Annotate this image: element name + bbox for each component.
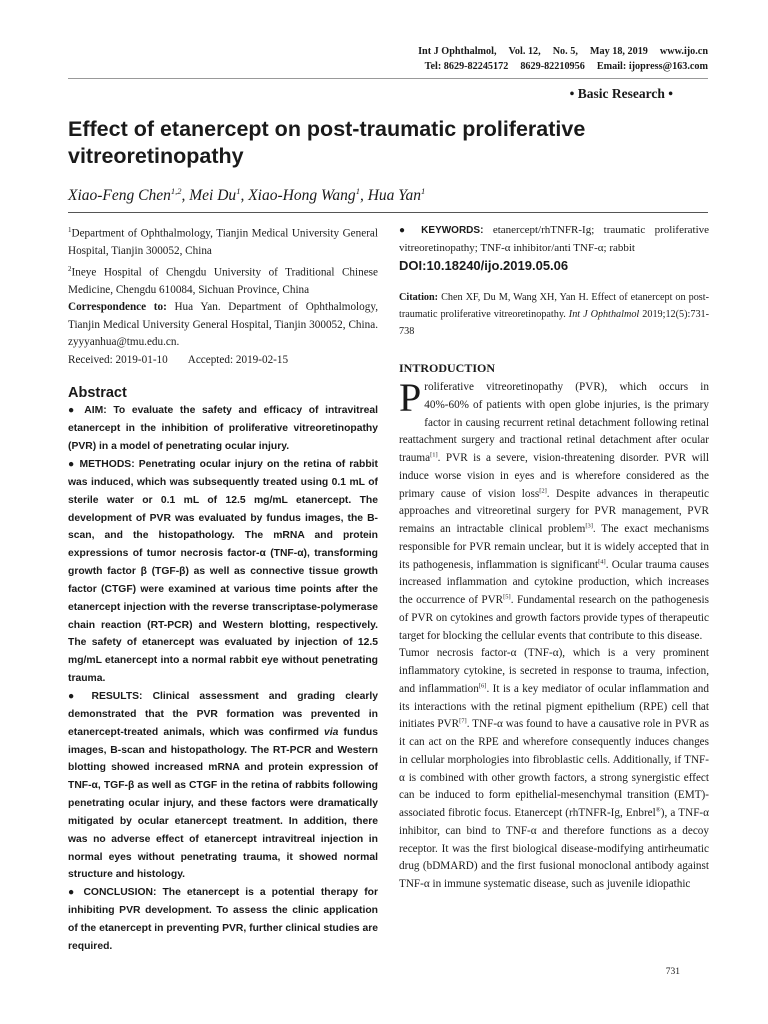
citation-marker: [1] [430, 451, 438, 459]
citation [399, 289, 709, 340]
body-text: . Fundamental research on the pathogenesis of PVR on cytokines and growth factors provide types of therapeutic target for blocking the cellular events that contribute to this disease. [399, 594, 710, 642]
body-text: Tumor necrosis factor-α (TNF-α), which is a very prominent inflammatory cytokine, is secreted in response to trauma, infection, and inflammation [399, 647, 709, 695]
abstract-results: ● RESULTS: Clinical assessment and grading clearly demonstrated that the PVR formation was prevented in etanercept-treated animals, which was confirmed via fundus images, B-scan and histopathology. The RT-PCR and Western blotting showed increased mRNA and protein expression of TNF-α, TGF-β as well as CTGF in the retina of rabbits following penetrating ocular injury, and these factors were dramatically mitigated by ocular etanercept treatment. In addition, there was no adverse effect of etanercept intravitreal injection in normal eyes without penetrating trauma, it showed normal structure and histology. [68, 690, 378, 881]
received-date: Received: 2019-01-10 [68, 353, 168, 366]
correspondence [68, 299, 378, 352]
body-text: . Ocular trauma causes increased inflammation and cytokine production, which increases the occurrence of PVR [399, 558, 709, 606]
body-text: . Despite advances in therapeutic approaches and vitreoretinal surgery for PVR management, PVR remains an intractable clinical problem [399, 487, 709, 535]
author-divider [68, 212, 708, 213]
citation-text: Chen XF, Du M, Wang XH, Yan H. Effect of etanercept on post-traumatic proliferative vitreoretinopathy. [399, 292, 709, 320]
citation-marker: [2] [539, 486, 547, 494]
author-separator: , [359, 187, 368, 205]
body-text: roliferative vitreoretinopathy (PVR), which occurs in 40%-60% of patients with open globe injuries, is the primary factor in causing recurrent retinal detachment following retinal reattachment surgery and tractional retinal detachment after ocular trauma [399, 381, 709, 464]
affiliations [68, 222, 378, 352]
author-separator: , [181, 187, 190, 205]
drop-cap: P [399, 375, 422, 420]
keywords-label: ● KEYWORDS: [399, 225, 484, 236]
keywords-text: etanercept/rhTNFR-Ig; traumatic proliferative vitreoretinopathy; TNF-α inhibitor/anti TNF-α; rabbit [399, 224, 710, 254]
introduction-heading: INTRODUCTION [399, 361, 496, 375]
page-number: 731 [665, 967, 680, 977]
article-title: Effect of etanercept on post-traumatic proliferative vitreoretinopathy [68, 117, 586, 168]
header-divider [68, 78, 708, 79]
correspondence-text: Hua Yan. Department of Ophthalmology, Tianjin Medical University General Hospital, Tianjin 300052, China. zyyyanhua@tmu.edu.cn. [68, 301, 378, 349]
doi: DOI:10.18240/ijo.2019.05.06 [399, 258, 569, 273]
body-text: . The exact mechanisms responsible for PVR remain unclear, but it is widely accepted that in its pathogenesis, inflammation is significant [399, 523, 710, 571]
journal-email: Email: ijopress@163.com [596, 61, 708, 72]
dates [68, 352, 378, 370]
section-tag: • Basic Research • [569, 86, 673, 101]
affiliation-1: $^1$Department of Ophthalmology, Tianjin Medical University General Hospital, Tianjin 300052, China [68, 226, 378, 258]
body-text: . PVR is a severe, vision-threatening disorder. PVR will induce worse vision in eyes and is wherefore considered as the primary cause of vision loss [399, 452, 709, 500]
author-name: Xiao-Feng Chen [68, 187, 171, 205]
author-name: Xiao-Hong Wang [248, 187, 356, 205]
abstract-conclusion: ● CONCLUSION: The etanercept is a potential therapy for inhibiting PVR development. To assess the clinic application of the etanercept in preventing PVR, further clinical studies are required. [68, 887, 379, 952]
author-affiliation-marker: 1 [355, 186, 360, 196]
citation-marker: [6] [478, 682, 487, 690]
author-name: Hua Yan [367, 187, 421, 205]
citation-journal: Int J Ophthalmol [568, 309, 640, 320]
intro-paragraph-1 [399, 375, 710, 645]
author-name: Mei Du [189, 187, 237, 205]
author-affiliation-marker: 1 [420, 186, 426, 196]
author-list [68, 186, 425, 205]
body-text: . It is a key mediator of ocular inflammation and its interactions with the retinal pigment epithelium (RPE) cell that initiates PVR [399, 682, 709, 731]
journal-tel: Tel: 8629-82245172 [424, 61, 509, 72]
correspondence-label: Correspondence to: [68, 301, 167, 314]
introduction-body [399, 375, 710, 894]
body-text: ), a TNF-α inhibitor, can bind to TNF-α and therefore functions as a decoy receptor. It was the first biological disease-modifying antirheumatic drug (bDMARD) and the first fusional monoclonal antibody against TNF-α in immune systematic disease, such as juvenile idiopathic [399, 807, 710, 890]
right-column [399, 222, 709, 894]
journal-date: May 18, 2019 [589, 46, 648, 57]
journal-tel2: 8629-82210956 [520, 61, 585, 72]
author-separator: , [240, 187, 249, 205]
author-affiliation-marker: 1 [236, 186, 241, 196]
affiliation-2: $^2$Ineye Hospital of Chengdu University of Traditional Chinese Medicine, Chengdu 610084, Sichuan Province, China [68, 264, 378, 296]
journal-website: www.ijo.cn [659, 46, 708, 57]
author-affiliation-marker: 1,2 [170, 186, 182, 196]
abstract-aim: ● AIM: To evaluate the safety and efficacy of intravitreal etanercept in the inhibition of proliferative vitreoretinopathy (PVR) in a model of penetrating ocular injury. [68, 405, 378, 453]
journal-issue: No. 5, [552, 46, 578, 57]
citation-marker: [7] [459, 717, 467, 725]
abstract-heading: Abstract [68, 385, 127, 402]
citation-ref: 2019;12(5):731-738 [399, 309, 710, 337]
journal-header-line2 [425, 59, 708, 74]
citation-label: Citation: [399, 292, 439, 303]
journal-header-line1 [418, 44, 708, 59]
intro-paragraph-2 [399, 645, 709, 894]
abstract-methods: ● METHODS: Penetrating ocular injury on the retina of rabbit was induced, which was subsequently treated using 0.1 mL of sterile water or 0.1 mL of 12.5 mg/mL etanercept. The development of PVR was evaluated by fundus images, the B-scan, and the histopathology. The mRNA and protein expressions of tumor necrosis factor-α (TNF-α), transforming growth factor β (TGF-β) as well as connective tissue growth factor (CTGF) were examined at various time points after the etanercept injection with the reverse transcriptase-polymerase chain reaction (RT-PCR) and Western blotting, respectively. The safety of etanercept was evaluated by injection of 12.5 mg/mL etanercept into a normal rabbit eye without penetrating trauma. [68, 459, 379, 685]
journal-name: Int J Ophthalmol, [418, 46, 497, 57]
abstract-body [68, 402, 378, 955]
citation-marker: [4] [598, 557, 606, 565]
left-column [68, 222, 378, 956]
body-text: . TNF-α was found to have a causative role in PVR as it can act on the RPE and wherefore consequently induces changes in cellular morphologies into fibroblastic cells. Additionally, if TNF-α is combined with other growth factors, a strong synergistic effect can be induced to form epithelial-mesenchymal transition (EMT)-associated fibrotic focus. Etanercept (rhTNFR-Ig, Enbrel [399, 718, 709, 819]
citation-marker: ® [655, 806, 661, 814]
accepted-date: Accepted: 2019-02-15 [187, 353, 289, 366]
citation-marker: [5] [503, 593, 511, 601]
section-tag-label: Basic Research [577, 86, 665, 101]
citation-marker: [3] [585, 522, 593, 530]
journal-volume: Vol. 12, [508, 46, 541, 57]
keywords [399, 222, 709, 257]
